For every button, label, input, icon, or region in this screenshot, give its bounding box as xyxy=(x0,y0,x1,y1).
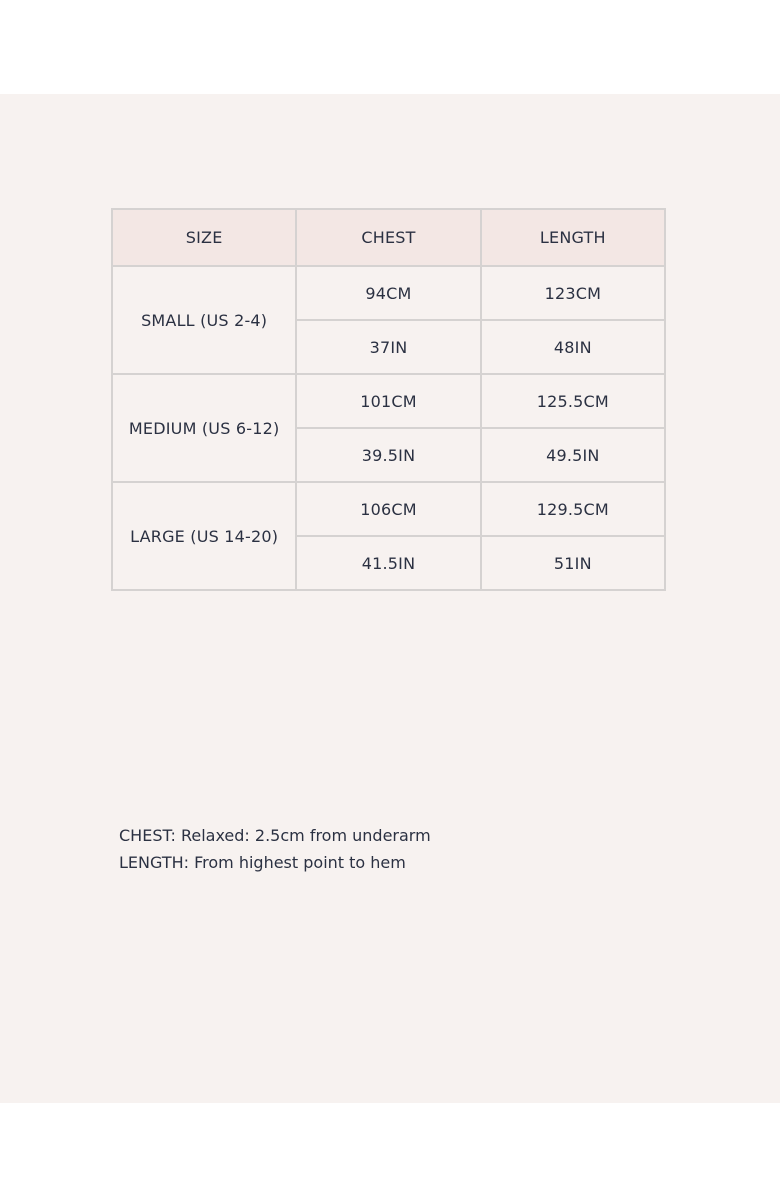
header-size: SIZE xyxy=(112,209,296,266)
table-row xyxy=(112,374,665,428)
chest-cm-cell: 94CM xyxy=(296,266,480,320)
length-in-cell: 51IN xyxy=(481,536,665,590)
length-in-cell: 48IN xyxy=(481,320,665,374)
header-chest: CHEST xyxy=(296,209,480,266)
length-in-cell: 49.5IN xyxy=(481,428,665,482)
table-row xyxy=(112,482,665,536)
table-header-row xyxy=(112,209,665,266)
length-note: LENGTH: From highest point to hem xyxy=(119,853,406,872)
chest-in-cell: 39.5IN xyxy=(296,428,480,482)
size-guide-panel xyxy=(0,94,780,1103)
chest-in-cell: 41.5IN xyxy=(296,536,480,590)
chest-note: CHEST: Relaxed: 2.5cm from underarm xyxy=(119,826,431,845)
size-cell-medium: MEDIUM (US 6-12) xyxy=(112,374,296,482)
length-cm-cell: 129.5CM xyxy=(481,482,665,536)
size-cell-large: LARGE (US 14-20) xyxy=(112,482,296,590)
length-cm-cell: 123CM xyxy=(481,266,665,320)
chest-cm-cell: 106CM xyxy=(296,482,480,536)
table-row xyxy=(112,266,665,320)
measurement-notes xyxy=(119,822,431,876)
chest-in-cell: 37IN xyxy=(296,320,480,374)
size-chart-table xyxy=(111,208,666,591)
header-length: LENGTH xyxy=(481,209,665,266)
length-cm-cell: 125.5CM xyxy=(481,374,665,428)
size-cell-small: SMALL (US 2-4) xyxy=(112,266,296,374)
chest-cm-cell: 101CM xyxy=(296,374,480,428)
